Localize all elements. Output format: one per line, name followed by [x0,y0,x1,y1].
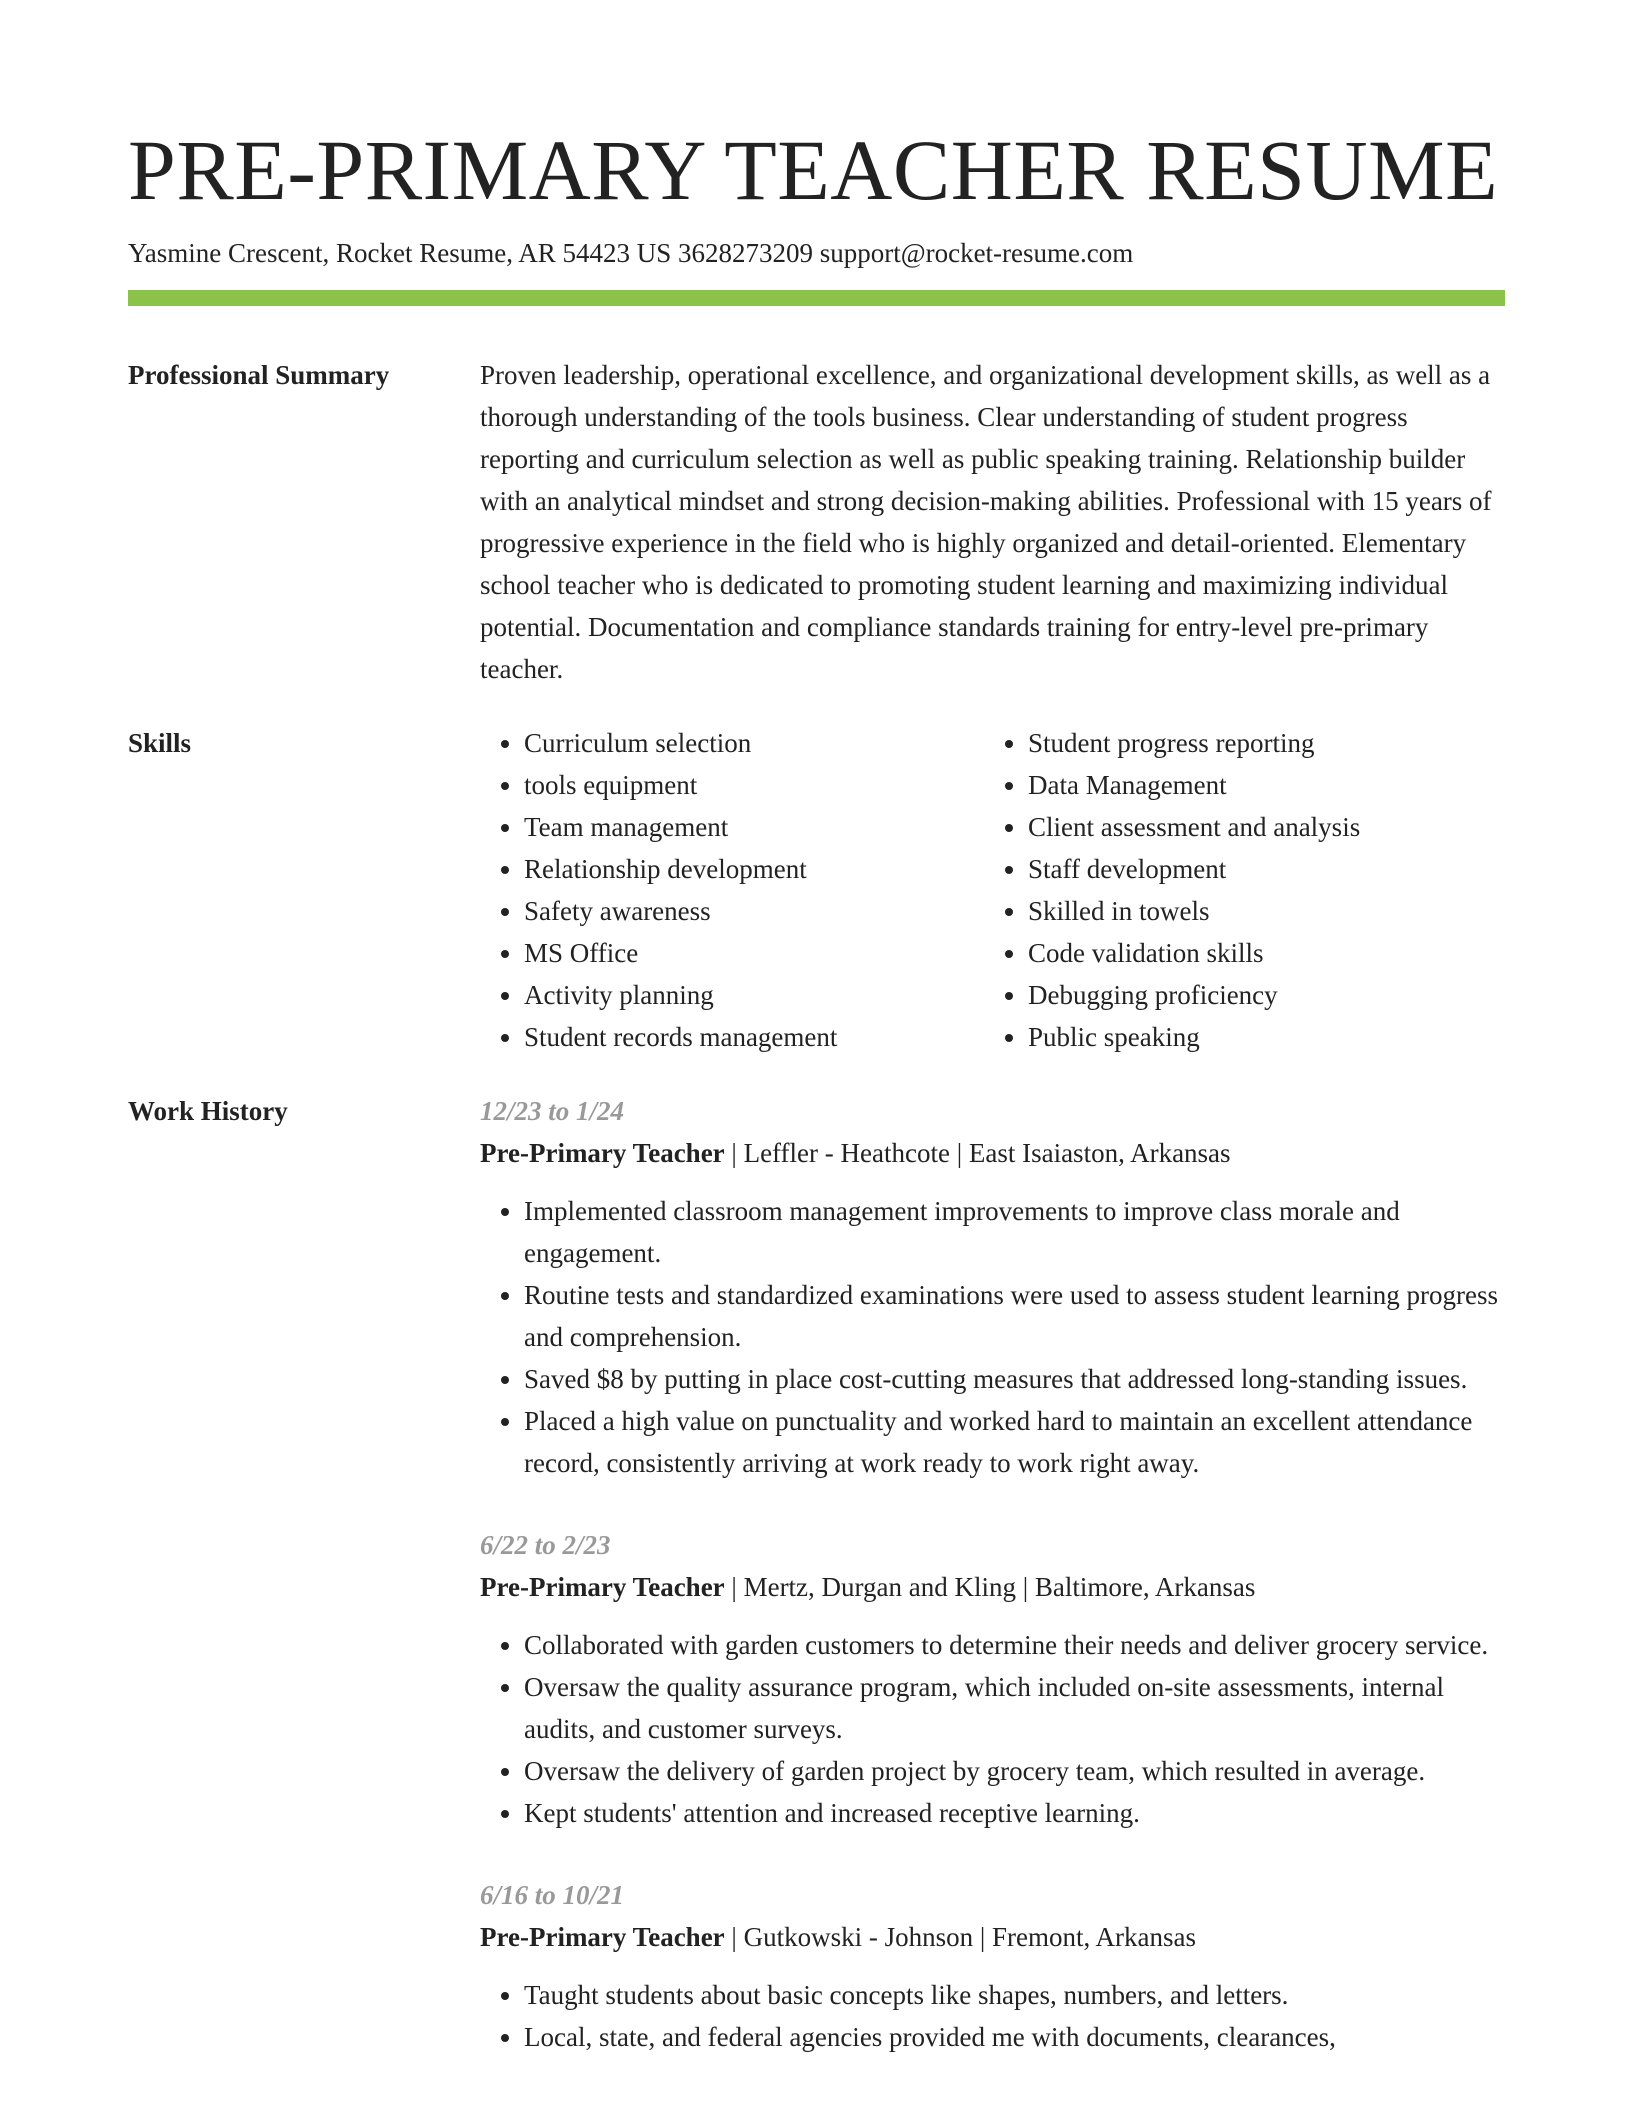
job-employer-location: | Leffler - Heathcote | East Isaiaston, Arkansas [724,1138,1231,1168]
skills-column-left [480,722,984,1058]
skill-item: • Team management [524,806,984,848]
skill-item: • Staff development [1028,848,1488,890]
skill-item: • Code validation skills [1028,932,1488,974]
skill-item: • Student progress reporting [1028,722,1488,764]
skill-item: • MS Office [524,932,984,974]
accent-divider [128,290,1505,306]
job-bullet: • Routine tests and standardized examinations were used to assess student learning progress and comprehension. [524,1274,1505,1358]
job-bullet: • Implemented classroom management improvements to improve class morale and engagement. [524,1190,1505,1274]
skill-item: • Client assessment and analysis [1028,806,1488,848]
skills-body [480,722,1505,1058]
job-title: Pre-Primary Teacher [480,1138,725,1168]
job-title: Pre-Primary Teacher [480,1572,725,1602]
job-dates: 6/22 to 2/23 [480,1530,611,1560]
job-entry [480,1874,1505,2058]
job-heading [480,1916,1505,1958]
job-dates: 6/16 to 10/21 [480,1880,625,1910]
skill-item: • Public speaking [1028,1016,1488,1058]
professional-summary-section [128,354,1505,690]
job-bullet: • Saved $8 by putting in place cost-cutting measures that addressed long-standing issues. [524,1358,1505,1400]
job-bullets [480,1974,1505,2058]
resume-page [128,0,1505,2098]
job-title: Pre-Primary Teacher [480,1922,725,1952]
summary-body [480,354,1505,690]
section-label-skills: Skills [128,728,192,758]
job-dates: 12/23 to 1/24 [480,1096,625,1126]
summary-text: Proven leadership, operational excellence, and organizational development skills, as well as a thorough understanding of the tools business. Clear understanding of student progress reporting and curriculum selection as well as public speaking training. Relationship builder with an analytical mindset and strong decision-making abilities. Professional with 15 years of progressive experience in the field who is highly organized and detail-oriented. Elementary school teacher who is dedicated to promoting student learning and maximizing individual potential. Documentation and compliance standards training for entry-level pre-primary teacher. [480,360,1492,684]
skill-item: • Curriculum selection [524,722,984,764]
skill-item: • tools equipment [524,764,984,806]
contact-line: Yasmine Crescent, Rocket Resume, AR 54423 US 3628273209 support@rocket-resume.com [128,238,1134,268]
job-bullet: • Placed a high value on punctuality and worked hard to maintain an excellent attendance record, consistently arriving at work ready to work right away. [524,1400,1505,1484]
skills-grid [480,722,1505,1058]
job-bullet: • Oversaw the delivery of garden project by grocery team, which resulted in average. [524,1750,1505,1792]
skill-item: • Relationship development [524,848,984,890]
skills-column-right [984,722,1488,1058]
job-entry [480,1090,1505,1484]
job-employer-location: | Gutkowski - Johnson | Fremont, Arkansas [724,1922,1196,1952]
job-bullet: • Taught students about basic concepts like shapes, numbers, and letters. [524,1974,1505,2016]
work-history-section [128,1090,1505,2098]
job-bullet: • Kept students' attention and increased receptive learning. [524,1792,1505,1834]
job-bullet: • Collaborated with garden customers to determine their needs and deliver grocery service. [524,1624,1505,1666]
skill-item: • Student records management [524,1016,984,1058]
job-bullet: • Local, state, and federal agencies provided me with documents, clearances, [524,2016,1505,2058]
skill-item: • Safety awareness [524,890,984,932]
job-bullets [480,1190,1505,1484]
job-entry [480,1524,1505,1834]
section-label-summary: Professional Summary [128,360,390,390]
skill-item: • Activity planning [524,974,984,1016]
skills-section [128,722,1505,1058]
skill-item: • Skilled in towels [1028,890,1488,932]
work-history-body [480,1090,1505,2098]
job-bullet: • Oversaw the quality assurance program, which included on-site assessments, internal audits, and customer surveys. [524,1666,1505,1750]
resume-title: PRE-PRIMARY TEACHER RESUME [128,122,1499,218]
skill-item: • Debugging proficiency [1028,974,1488,1016]
job-heading [480,1566,1505,1608]
job-employer-location: | Mertz, Durgan and Kling | Baltimore, Arkansas [724,1572,1256,1602]
job-bullets [480,1624,1505,1834]
skill-item: • Data Management [1028,764,1488,806]
section-label-work-history: Work History [128,1096,288,1126]
job-heading [480,1132,1505,1174]
